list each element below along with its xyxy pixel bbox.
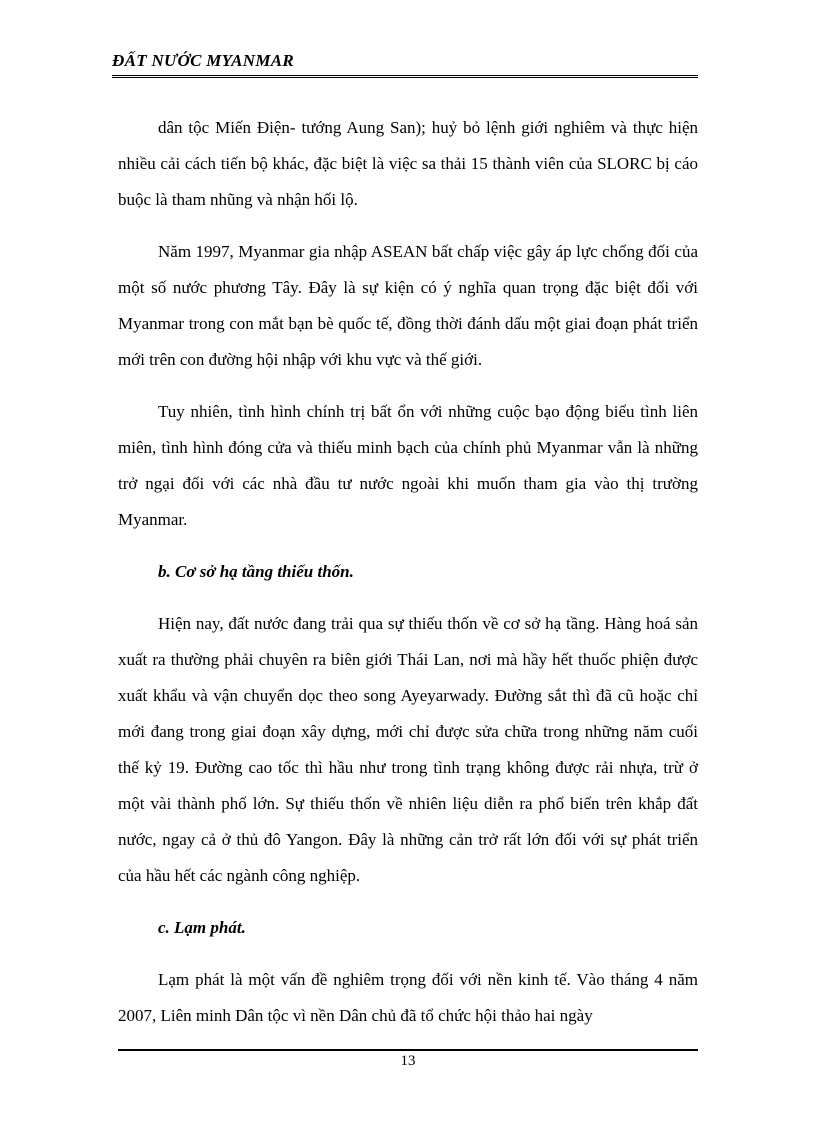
paragraph-gap (118, 218, 698, 234)
paragraph-gap (118, 538, 698, 554)
paragraph-infrastructure: Hiện nay, đất nước đang trải qua sự thiếu thốn về cơ sở hạ tầng. Hàng hoá sản xuất ra thường phải chuyên ra biên giới Thái Lan, nơi mà hầy hết thuốc phiện được xuất khẩu và vận chuyển dọc theo song Ayeyarwady. Đường sắt thì đã cũ hoặc chỉ mới đang trong giai đoạn xây dựng, mới chỉ được sửa chữa trong những năm cuối thế kỷ 19. Đường cao tốc thì hầu như trong tình trạng không được rải nhựa, trừ ở một vài thành phố lớn. Sự thiếu thốn về nhiên liệu diễn ra phổ biến trên khắp đất nước, ngay cả ở thủ đô Yangon. Đây là những cản trở rất lớn đối với sự phát triển của hầu hết các ngành công nghiệp. (118, 614, 698, 885)
footer-rule (118, 1049, 698, 1051)
paragraph-continuation: dân tộc Miến Điện- tướng Aung San); huỷ bỏ lệnh giới nghiêm và thực hiện nhiều cải cách tiến bộ khác, đặc biệt là việc sa thải 15 thành viên của SLORC bị cáo buộc là tham nhũng và nhận hối lộ. (118, 118, 698, 209)
paragraph-gap (118, 590, 698, 606)
paragraph-gap (118, 946, 698, 962)
paragraph-political-instability: Tuy nhiên, tình hình chính trị bất ổn với những cuộc bạo động biểu tình liên miên, tình hình đóng cửa và thiếu minh bạch của chính phủ Myanmar vẫn là những trở ngại đối với các nhà đầu tư nước ngoài khi muốn tham gia vào thị trường Myanmar. (118, 402, 698, 529)
section-heading-infrastructure: b. Cơ sở hạ tầng thiếu thốn. (158, 562, 354, 581)
header-rule (112, 75, 698, 78)
page-header-title: ĐẤT NƯỚC MYANMAR (112, 51, 295, 70)
paragraph-inflation: Lạm phát là một vấn đề nghiêm trọng đối với nền kinh tế. Vào tháng 4 năm 2007, Liên minh Dân tộc vì nền Dân chủ đã tổ chức hội thảo hai ngày (118, 970, 698, 1025)
document-body (118, 110, 698, 1034)
page-number: 13 (400, 1053, 416, 1069)
paragraph-gap (118, 894, 698, 910)
paragraph-gap (118, 378, 698, 394)
section-heading-inflation: c. Lạm phát. (158, 918, 246, 937)
paragraph-asean: Năm 1997, Myanmar gia nhập ASEAN bất chấp việc gây áp lực chống đối của một số nước phương Tây. Đây là sự kiện có ý nghĩa quan trọng đặc biệt đối với Myanmar trong con mắt bạn bè quốc tế, đồng thời đánh dấu một giai đoạn phát triển mới trên con đường hội nhập với khu vực và thế giới. (118, 242, 698, 369)
